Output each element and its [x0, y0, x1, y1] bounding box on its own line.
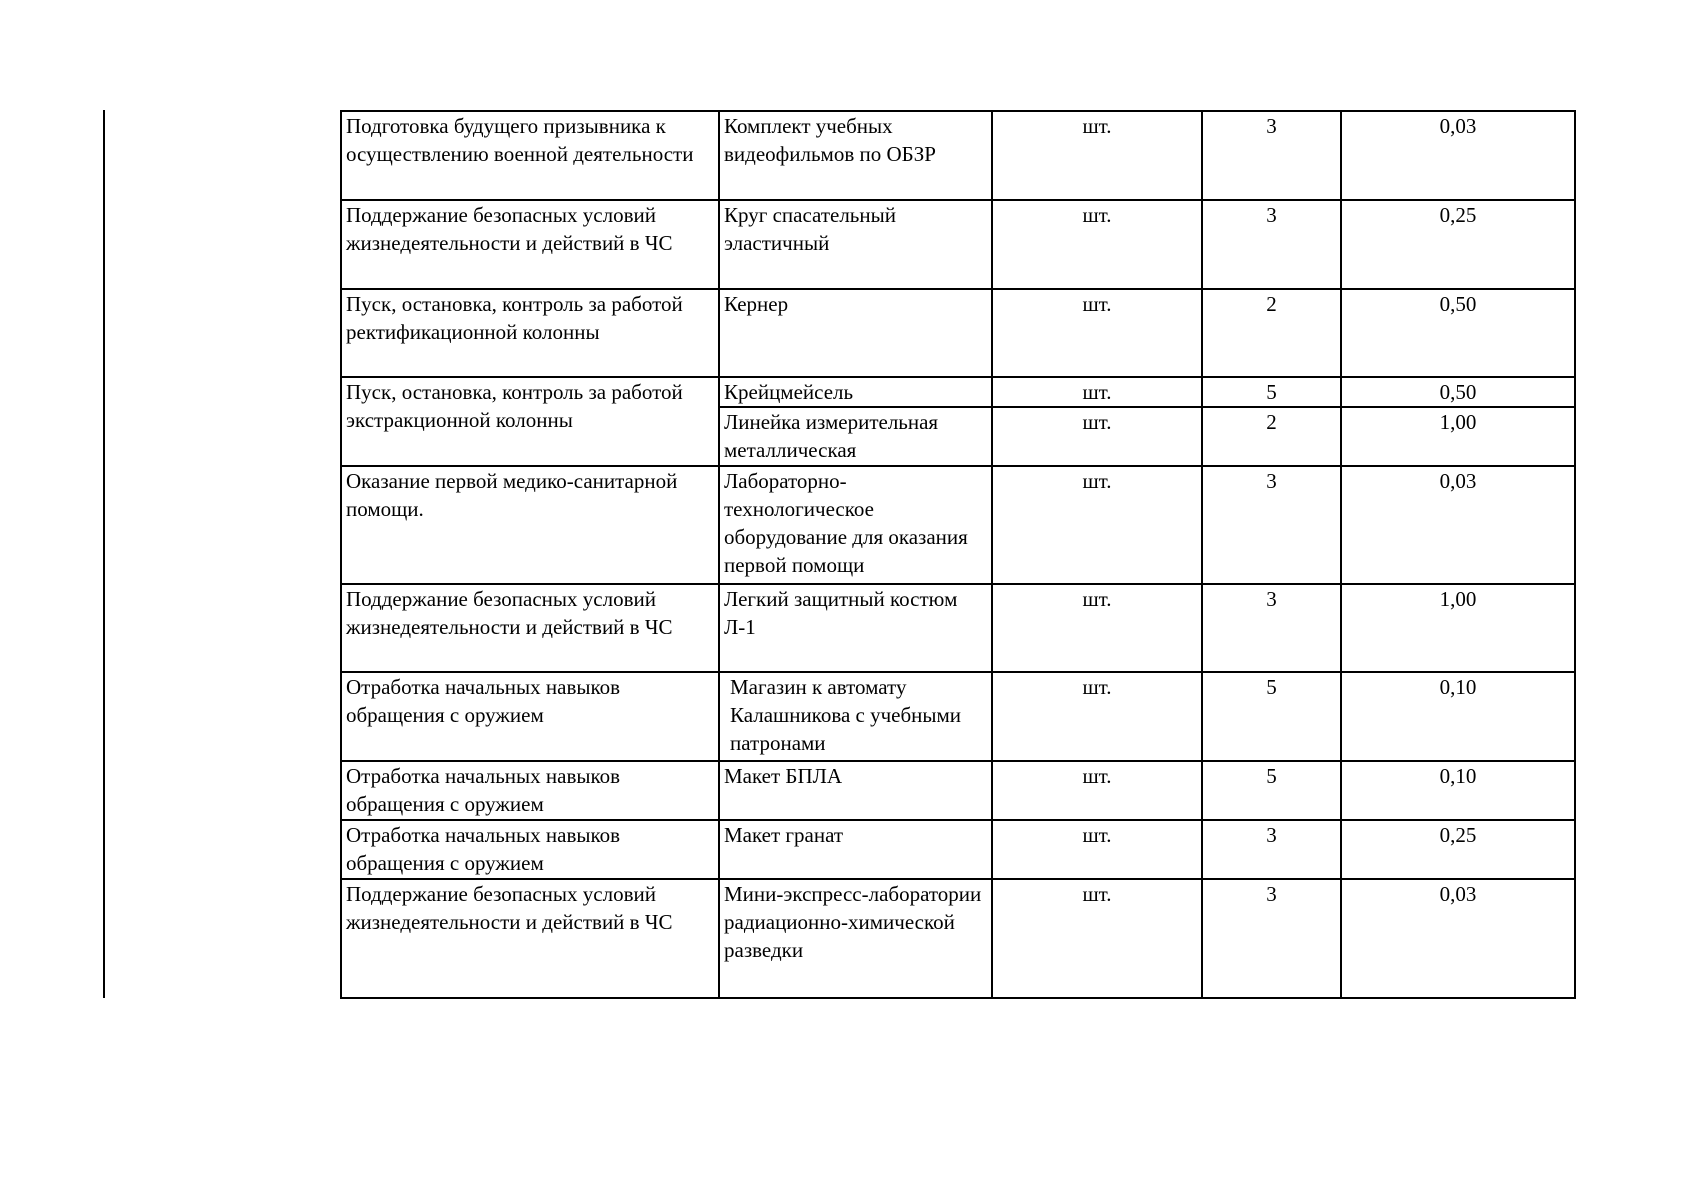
norm-cell: 0,25 [1341, 820, 1575, 879]
table-row [341, 289, 1575, 377]
table-row [341, 377, 1575, 407]
item-cell: Линейка измерительная металлическая [719, 407, 992, 466]
item-cell: Мини-экспресс-лаборатории радиационно-химической разведки [719, 879, 992, 998]
quantity-cell: 5 [1202, 377, 1341, 407]
norm-cell: 0,25 [1341, 200, 1575, 289]
quantity-cell: 3 [1202, 466, 1341, 584]
activity-cell: Отработка начальных навыков обращения с оружием [341, 820, 719, 879]
unit-cell: шт. [992, 111, 1202, 200]
table-row [341, 584, 1575, 672]
unit-cell: шт. [992, 377, 1202, 407]
activity-cell: Подготовка будущего призывника к осуществлению военной деятельности [341, 111, 719, 200]
norm-cell: 0,10 [1341, 761, 1575, 820]
table-row [341, 820, 1575, 879]
unit-cell: шт. [992, 820, 1202, 879]
quantity-cell: 3 [1202, 200, 1341, 289]
norm-cell: 0,10 [1341, 672, 1575, 761]
unit-cell: шт. [992, 407, 1202, 466]
item-cell: Круг спасательный эластичный [719, 200, 992, 289]
item-cell: Макет БПЛА [719, 761, 992, 820]
norm-cell: 0,50 [1341, 377, 1575, 407]
norm-cell: 0,03 [1341, 466, 1575, 584]
item-cell: Лабораторно-технологическое оборудование для оказания первой помощи [719, 466, 992, 584]
activity-cell: Поддержание безопасных условий жизнедеятельности и действий в ЧС [341, 200, 719, 289]
activity-cell: Оказание первой медико-санитарной помощи. [341, 466, 719, 584]
norm-cell: 1,00 [1341, 407, 1575, 466]
activity-cell: Поддержание безопасных условий жизнедеятельности и действий в ЧС [341, 879, 719, 998]
unit-cell: шт. [992, 672, 1202, 761]
norm-cell: 0,03 [1341, 111, 1575, 200]
unit-cell: шт. [992, 466, 1202, 584]
quantity-cell: 5 [1202, 672, 1341, 761]
left-margin-line [103, 110, 105, 998]
table-row [341, 466, 1575, 584]
norm-cell: 1,00 [1341, 584, 1575, 672]
item-cell: Легкий защитный костюм Л-1 [719, 584, 992, 672]
quantity-cell: 3 [1202, 584, 1341, 672]
quantity-cell: 3 [1202, 111, 1341, 200]
unit-cell: шт. [992, 200, 1202, 289]
activity-cell: Пуск, остановка, контроль за работой ректификационной колонны [341, 289, 719, 377]
item-cell: Макет гранат [719, 820, 992, 879]
item-cell: Магазин к автомату Калашникова с учебными патронами [719, 672, 992, 761]
quantity-cell: 5 [1202, 761, 1341, 820]
equipment-table [340, 110, 1576, 999]
table-row [341, 111, 1575, 200]
quantity-cell: 2 [1202, 289, 1341, 377]
activity-cell: Отработка начальных навыков обращения с оружием [341, 761, 719, 820]
table-row [341, 879, 1575, 998]
activity-cell: Пуск, остановка, контроль за работой экстракционной колонны [341, 377, 719, 466]
item-cell: Крейцмейсель [719, 377, 992, 407]
quantity-cell: 3 [1202, 820, 1341, 879]
unit-cell: шт. [992, 584, 1202, 672]
quantity-cell: 3 [1202, 879, 1341, 998]
table-row [341, 672, 1575, 761]
unit-cell: шт. [992, 879, 1202, 998]
activity-cell: Отработка начальных навыков обращения с оружием [341, 672, 719, 761]
item-cell: Кернер [719, 289, 992, 377]
table-row [341, 200, 1575, 289]
item-cell: Комплект учебных видеофильмов по ОБЗР [719, 111, 992, 200]
table-row [341, 761, 1575, 820]
quantity-cell: 2 [1202, 407, 1341, 466]
unit-cell: шт. [992, 761, 1202, 820]
norm-cell: 0,03 [1341, 879, 1575, 998]
norm-cell: 0,50 [1341, 289, 1575, 377]
unit-cell: шт. [992, 289, 1202, 377]
activity-cell: Поддержание безопасных условий жизнедеятельности и действий в ЧС [341, 584, 719, 672]
